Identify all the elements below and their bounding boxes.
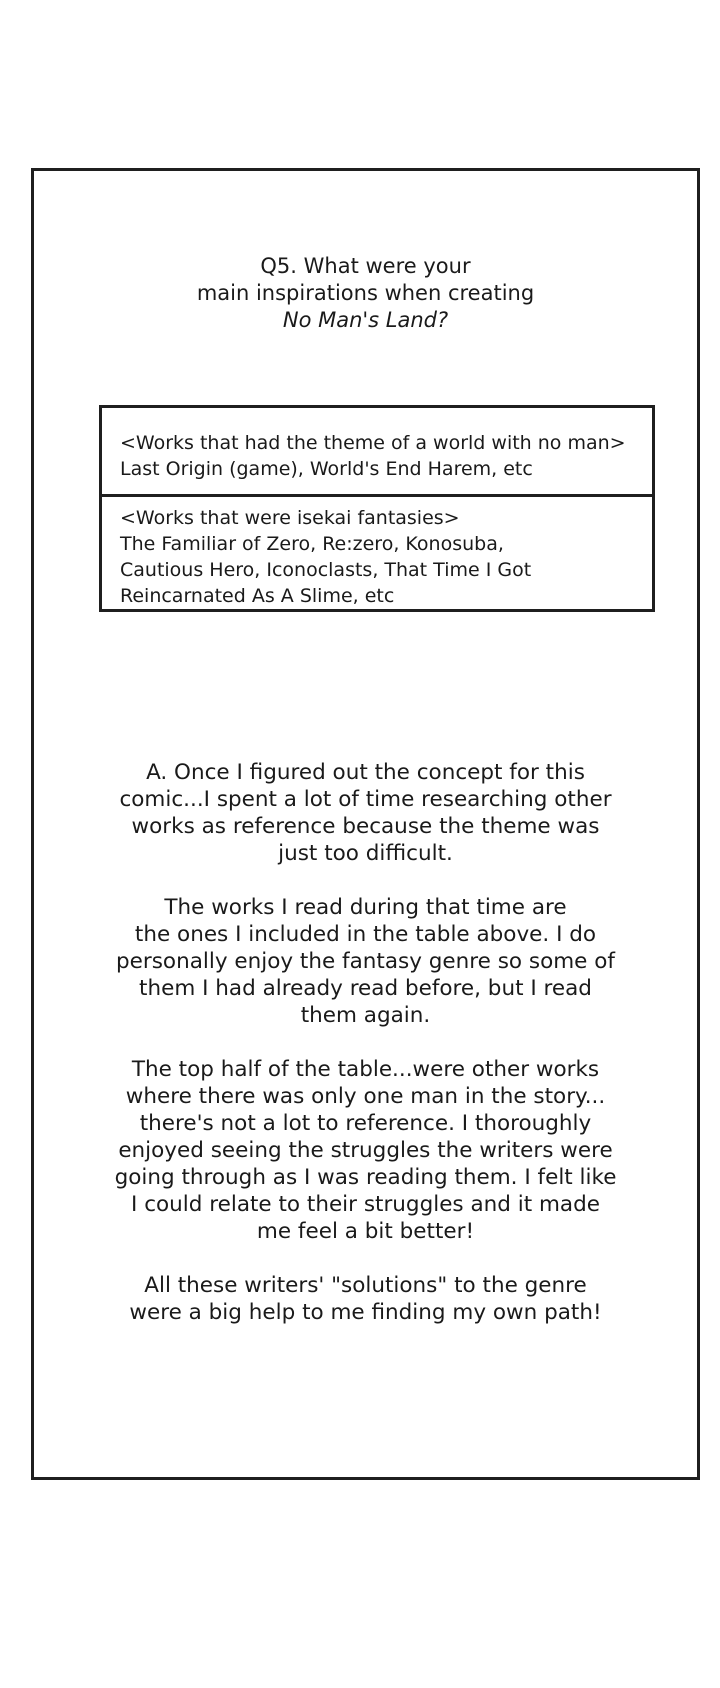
answer-line: The top half of the table...were other works (131, 1057, 600, 1082)
answer-line: were a big help to me finding my own path! (129, 1300, 602, 1325)
answer-line: going through as I was reading them. I felt like (114, 1165, 617, 1190)
table-row-text: Reincarnated As A Slime, etc (120, 585, 395, 607)
answer-paragraph (34, 1056, 697, 1245)
table-row-heading: <Works that had the theme of a world with no man> (120, 432, 626, 454)
answer-line: A. Once I figured out the concept for this (146, 760, 585, 785)
answer-paragraph (34, 759, 697, 867)
answer-line: comic...I spent a lot of time researching other (119, 787, 612, 812)
answer-line: I could relate to their struggles and it made (131, 1192, 600, 1217)
table-row-isekai (102, 494, 652, 609)
comic-panel (31, 168, 700, 1480)
answer-line: them again. (300, 1003, 431, 1028)
table-row-text: Last Origin (game), World's End Harem, etc (120, 458, 533, 480)
answer-line: them I had already read before, but I read (139, 976, 592, 1001)
answer-line: The works I read during that time are (164, 895, 567, 920)
answer-line: the ones I included in the table above. I do (134, 922, 597, 947)
table-row-no-man-world (102, 408, 652, 494)
answer-line: where there was only one man in the story... (125, 1084, 606, 1109)
answer-line: works as reference because the theme was (131, 814, 600, 839)
question-title-italic: No Man's Land? (282, 308, 449, 332)
answer-line: enjoyed seeing the struggles the writers were (118, 1138, 613, 1163)
table-row-text: Cautious Hero, Iconoclasts, That Time I Got (120, 559, 532, 581)
question-heading (34, 253, 697, 334)
answer-line: there's not a lot to reference. I thoroughly (139, 1111, 592, 1136)
answer-line: All these writers' "solutions" to the genre (144, 1273, 587, 1298)
answer-paragraph (34, 894, 697, 1029)
question-line: main inspirations when creating (196, 281, 535, 305)
answer-line: me feel a bit better! (256, 1219, 475, 1244)
table-row-heading: <Works that were isekai fantasies> (120, 507, 460, 529)
inspirations-table (99, 405, 655, 612)
answer-line: personally enjoy the fantasy genre so some of (116, 949, 615, 974)
table-row-text: The Familiar of Zero, Re:zero, Konosuba, (120, 533, 504, 555)
answer-line: just too difficult. (278, 841, 453, 866)
question-line: Q5. What were your (260, 254, 471, 278)
answer-text (34, 759, 697, 1353)
answer-paragraph (34, 1272, 697, 1326)
